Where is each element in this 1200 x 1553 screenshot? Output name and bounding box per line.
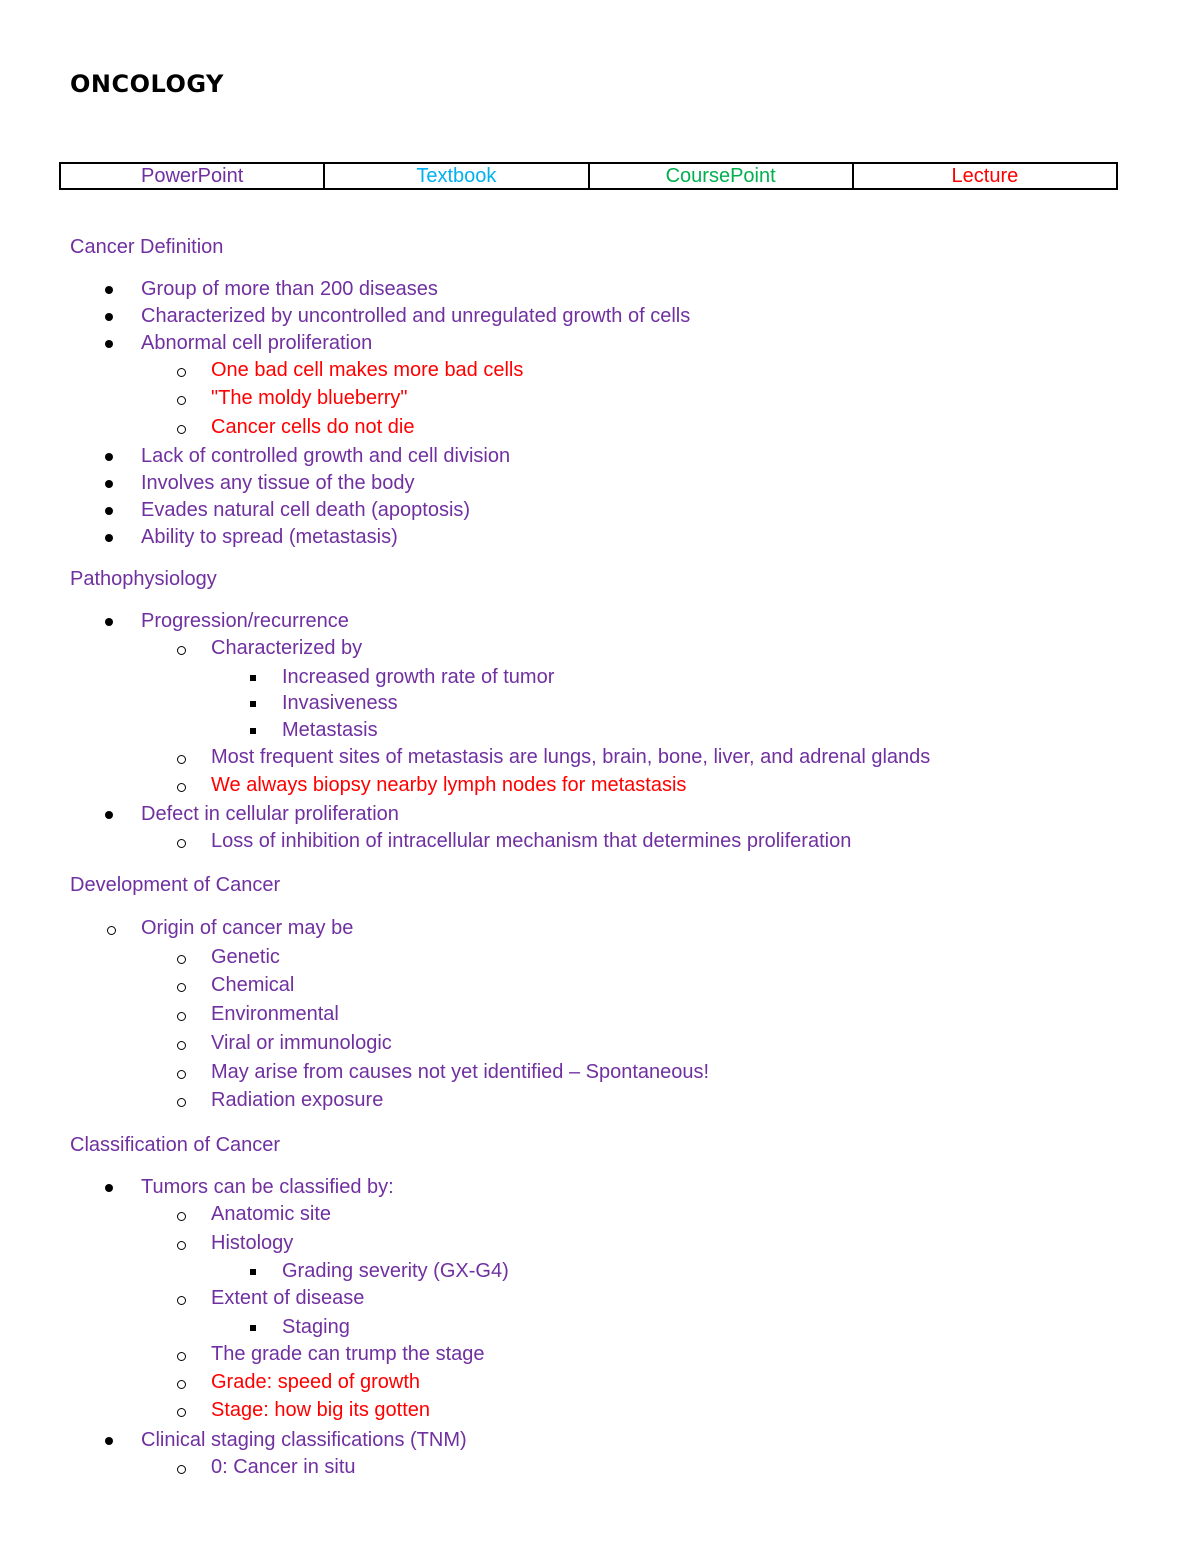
bullet-circle-icon [177,839,186,848]
bullet-square-icon [250,1325,256,1331]
bullet-disc-icon [105,1437,113,1445]
bullet-disc-icon [105,340,113,348]
bullet-square-icon [250,675,256,681]
bullet-circle-icon [177,1380,186,1389]
bullet-circle-icon [177,955,186,964]
list-item: Increased growth rate of tumor [282,665,554,689]
list-item: "The moldy blueberry" [211,386,408,410]
list-item: Involves any tissue of the body [141,471,415,495]
bullet-circle-icon [177,1012,186,1021]
list-item: Extent of disease [211,1286,364,1310]
bullet-circle-icon [177,1070,186,1079]
bullet-square-icon [250,701,256,707]
list-item: One bad cell makes more bad cells [211,358,523,382]
bullet-disc-icon [105,453,113,461]
bullet-square-icon [250,1269,256,1275]
list-item: Grade: speed of growth [211,1370,420,1394]
section-heading-classification: Classification of Cancer [70,1134,281,1156]
list-item: 0: Cancer in situ [211,1455,356,1479]
bullet-circle-icon [177,755,186,764]
bullet-circle-icon [177,368,186,377]
list-item: The grade can trump the stage [211,1342,485,1366]
legend-textbook: Textbook [324,163,588,189]
list-item: Stage: how big its gotten [211,1398,430,1422]
list-item: Ability to spread (metastasis) [141,525,398,549]
section-heading-pathophysiology: Pathophysiology [70,568,217,590]
list-item: Radiation exposure [211,1088,383,1112]
bullet-disc-icon [105,507,113,515]
list-item: Invasiveness [282,691,398,715]
legend-powerpoint: PowerPoint [60,163,324,189]
bullet-disc-icon [105,618,113,626]
bullet-disc-icon [105,480,113,488]
bullet-circle-icon [177,983,186,992]
section-heading-development: Development of Cancer [70,874,281,896]
list-item: Metastasis [282,718,378,742]
bullet-disc-icon [105,1184,113,1192]
list-item: Progression/recurrence [141,609,349,633]
document-title: ONCOLOGY [70,70,224,98]
list-item: Tumors can be classified by: [141,1175,394,1199]
list-item: We always biopsy nearby lymph nodes for metastasis [211,773,686,797]
bullet-disc-icon [105,811,113,819]
list-item: Most frequent sites of metastasis are lungs, brain, bone, liver, and adrenal glands [211,745,930,769]
bullet-circle-icon [177,1296,186,1305]
list-item: Group of more than 200 diseases [141,277,438,301]
list-item: Evades natural cell death (apoptosis) [141,498,470,522]
list-item: Staging [282,1315,350,1339]
bullet-circle-icon [177,783,186,792]
bullet-circle-icon [177,1241,186,1250]
list-item: Grading severity (GX-G4) [282,1259,509,1283]
list-item: Abnormal cell proliferation [141,331,372,355]
list-item: Loss of inhibition of intracellular mechanism that determines proliferation [211,829,851,853]
bullet-circle-icon [177,1212,186,1221]
section-heading-cancer-definition: Cancer Definition [70,236,224,258]
list-item: Environmental [211,1002,339,1026]
list-item: Lack of controlled growth and cell division [141,444,510,468]
list-item: Characterized by [211,636,362,660]
bullet-circle-icon [107,926,116,935]
list-item: Clinical staging classifications (TNM) [141,1428,467,1452]
bullet-circle-icon [177,1465,186,1474]
bullet-circle-icon [177,1098,186,1107]
bullet-circle-icon [177,396,186,405]
list-item: Genetic [211,945,280,969]
bullet-circle-icon [177,646,186,655]
bullet-square-icon [250,728,256,734]
list-item: Histology [211,1231,293,1255]
list-item: May arise from causes not yet identified – Spontaneous! [211,1060,709,1084]
bullet-circle-icon [177,425,186,434]
list-item: Defect in cellular proliferation [141,802,399,826]
list-item: Anatomic site [211,1202,331,1226]
bullet-circle-icon [177,1408,186,1417]
bullet-disc-icon [105,286,113,294]
list-item: Chemical [211,973,294,997]
legend-lecture: Lecture [853,163,1117,189]
list-item: Cancer cells do not die [211,415,414,439]
bullet-disc-icon [105,534,113,542]
list-item: Characterized by uncontrolled and unregulated growth of cells [141,304,690,328]
legend-coursepoint: CoursePoint [589,163,853,189]
color-legend-table [59,162,1118,190]
list-item: Origin of cancer may be [141,916,353,940]
list-item: Viral or immunologic [211,1031,392,1055]
bullet-circle-icon [177,1041,186,1050]
bullet-disc-icon [105,313,113,321]
bullet-circle-icon [177,1352,186,1361]
